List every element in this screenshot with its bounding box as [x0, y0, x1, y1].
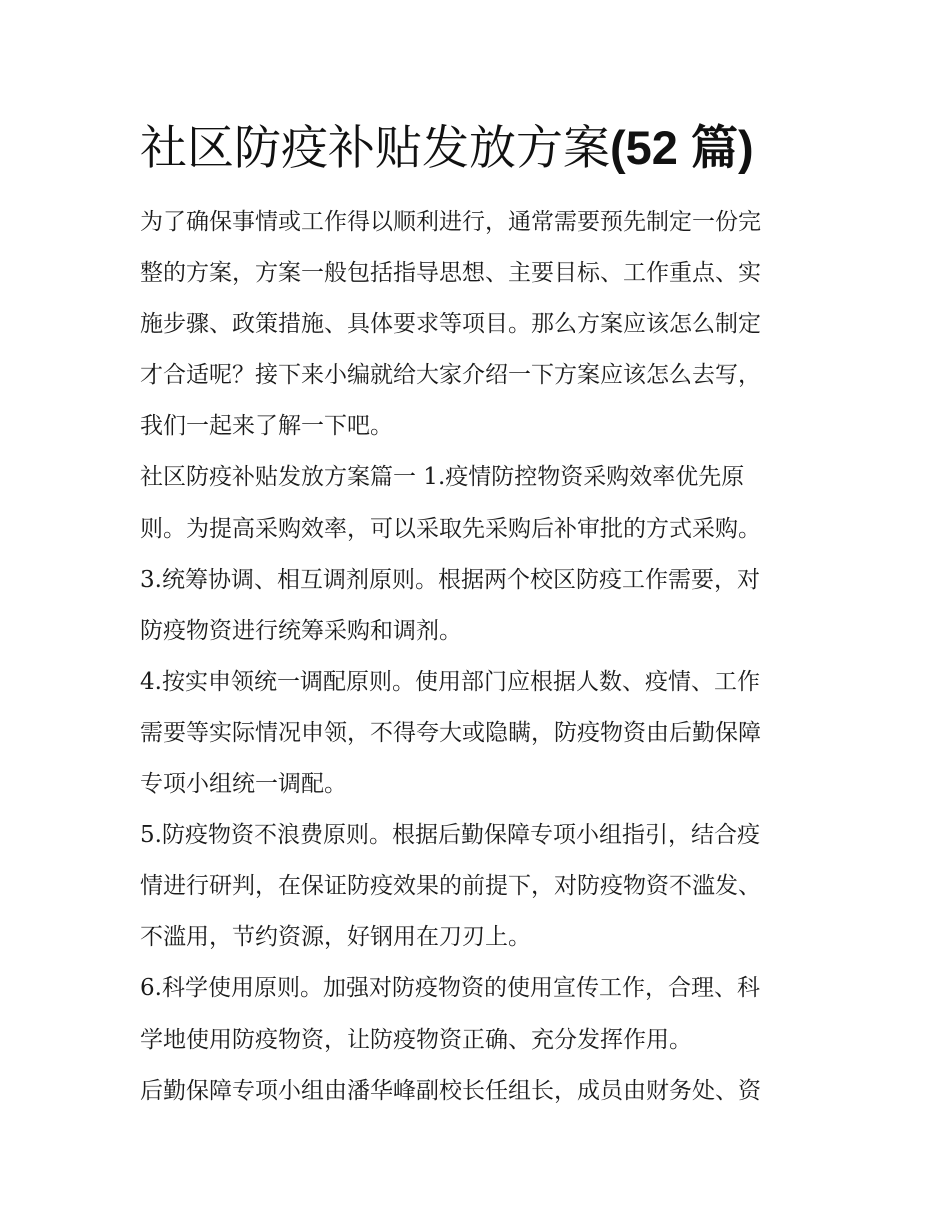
text-line: 才合适呢？接下来小编就给大家介绍一下方案应该怎么去写， — [140, 362, 761, 389]
paragraph-team — [140, 1066, 820, 1117]
page-title — [140, 112, 840, 185]
paragraph-principle-3 — [140, 555, 820, 657]
text-line: 我们一起来了解一下吧。 — [140, 413, 393, 440]
title-count: (52 篇) — [610, 121, 754, 174]
text-line: 4.按实申领统一调配原则。使用部门应根据人数、疫情、工作 — [140, 668, 760, 695]
title-main: 社区防疫补贴发放方案 — [140, 121, 610, 176]
text-line: 6.科学使用原则。加强对防疫物资的使用宣传工作，合理、科 — [140, 975, 760, 1002]
text-line: 则。为提高采购效率，可以采取先采购后补审批的方式采购。 — [140, 515, 761, 542]
text-line: 整的方案，方案一般包括指导思想、主要目标、工作重点、实 — [140, 260, 761, 287]
text-line: 为了确保事情或工作得以顺利进行，通常需要预先制定一份完 — [140, 209, 761, 235]
text-line: 防疫物资进行统筹采购和调剂。 — [140, 617, 462, 644]
text-line: 施步骤、政策措施、具体要求等项目。那么方案应该怎么制定 — [140, 311, 761, 338]
text-line: 不滥用，节约资源，好钢用在刀刃上。 — [140, 924, 531, 951]
text-line: 后勤保障专项小组由潘华峰副校长任组长，成员由财务处、资 — [140, 1077, 761, 1104]
text-line: 学地使用防疫物资，让防疫物资正确、充分发挥作用。 — [140, 1026, 692, 1053]
text-line: 专项小组统一调配。 — [140, 771, 347, 798]
text-line: 社区防疫补贴发放方案篇一 1.疫情防控物资采购效率优先原 — [140, 464, 745, 491]
paragraph-principle-5 — [140, 810, 820, 963]
paragraph-principle-6 — [140, 963, 820, 1065]
text-line: 需要等实际情况申领，不得夸大或隐瞒，防疫物资由后勤保障 — [140, 719, 761, 746]
paragraph-intro — [140, 197, 820, 452]
text-line: 3.统筹协调、相互调剂原则。根据两个校区防疫工作需要，对 — [140, 566, 760, 593]
paragraph-section-1 — [140, 452, 820, 554]
document-body — [140, 197, 820, 1117]
text-line: 5.防疫物资不浪费原则。根据后勤保障专项小组指引，结合疫 — [140, 822, 760, 849]
text-line: 情进行研判，在保证防疫效果的前提下，对防疫物资不滥发、 — [140, 873, 761, 900]
paragraph-principle-4 — [140, 657, 820, 810]
